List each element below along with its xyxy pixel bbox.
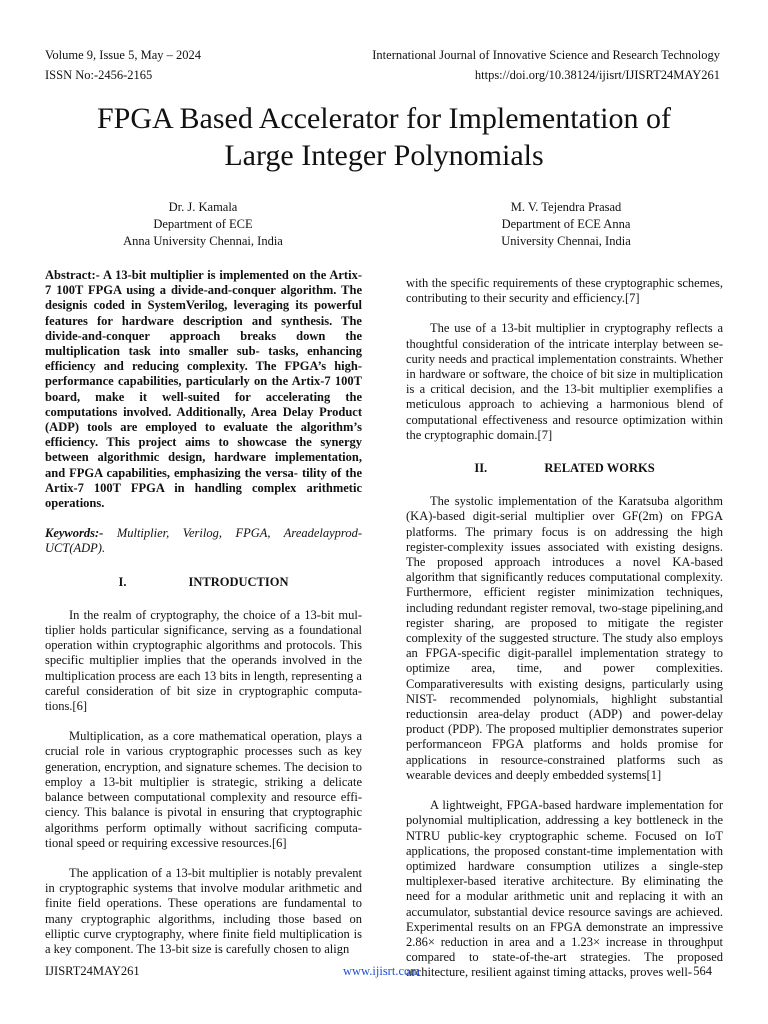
section-heading-introduction (45, 575, 362, 590)
doi-link[interactable]: https://doi.org/10.38124/ijisrt/IJISRT24MAY261 (474, 68, 720, 82)
right-column (406, 276, 723, 981)
keywords-label: Keywords:- (45, 526, 104, 541)
author-dept: Department of ECE Anna (501, 217, 631, 231)
volume-info: Volume 9, Issue 5, May – 2024 (45, 48, 202, 62)
issn: ISSN No:-2456-2165 (45, 68, 153, 82)
author-name: M. V. Tejendra Prasad (510, 200, 622, 214)
related-paragraph-1: The systolic implementation of the Karatsuba algorithm (KA)-based digit-serial multiplier over GF(2m) on FPGA platforms. The primary focus is on addressing the high register-complexity issues associated with existing designs. The proposed approach introduces a novel KA-based algorithm that significantly reduces computational complexity. Furthermore, efficient register minimization techniques, including redundant register removal, two-stage pipelining,and register sharing, are proposed to mitigate the register complexity of the suggested structure. The study also employs an FPGA-specific digit-parallel implementation strategy to optimize area, time, and power complexities. Comparativeresults with existing designs, particularly using NIST- recommended polynomials, highlight substantial reductionsin area-delay product (ADP) and power-delay product (PDP). The proposed multiplier demonstrates superior performanceon FPGA platforms and holds promise for applications in resource-constrained platforms such as wearable devices and deeply embedded systems[1] (406, 494, 723, 782)
section-title: RELATED WORKS (544, 461, 655, 476)
title-line-1: FPGA Based Accelerator for Implementation of (96, 102, 671, 135)
intro-paragraph-3: The application of a 13-bit multiplier is notably prevalent in cryptographic systems that involve modular arithmetic and finite field operations. These operations are fundamental to many cryptographic algorithms, including those based on elliptic curve cryptography, where finite field multiplication is a key component. The 13-bit size is carefully chosen to align (45, 865, 362, 956)
intro-paragraph-2: Multiplication, as a core mathematical operation, plays a crucial role in various cryptographic processes such as key generation, encryption, and signature schemes. The decision to employ a 13-bit multiplier is strategic, striking a delicate balance between computational complexity and resource effi- ciency. This balance is pivotal in ensuring that cryptographic algorithms perform optimally without sacrificing computa- tional speed or requiring excessive resources.[6] (45, 729, 362, 850)
author-2 (478, 199, 654, 250)
author-name: Dr. J. Kamala (168, 200, 238, 214)
abstract: Abstract:- A 13-bit multiplier is implemented on the Artix-7 100T FPGA using a divide-and-conquer algorithm. The designis coded in SystemVerilog, leveraging its powerful features for hardware description and synthesis. The divide-and-conquer approach breaks down the multiplication task into smaller sub- tasks, enhancing efficiency and reducing complexity. The FPGA’s high-performance capabilities, particularly on the Artix-7 100T board, make it well-suited for accelerating the computations involved. Additionally, Area Delay Product (ADP) tools are employed to evaluate the algorithm’s efficiency. This project aims to showcase the synergy between algorithmic design, hardware implementation, and FPGA capabilities, emphasizing the versa- tility of the Artix-7 100T FPGA in handling complex arithmetic operations. (45, 268, 362, 511)
author-1 (100, 199, 306, 250)
related-paragraph-2: A lightweight, FPGA-based hardware implementation for polynomial multiplication, addressing a key bottleneck in the NTRU public-key cryptographic scheme. Focused on IoT applications, the proposed constant-time implementation with optimized hardware consumption utilizes a single-step multiplexer-based iterative architecture. By eliminating the need for a modular arithmetic unit and replacing it with an accumulator, substantial device resource savings are achieved. Experimental results on an FPGA demonstrate an impressive 2.86× reduction in area and a 1.23× increase in throughput compared to state-of-the-art strategies. The proposed architecture, resilient against timing attacks, proves well- (406, 798, 723, 980)
title-line-2: Large Integer Polynomials (224, 139, 544, 172)
section-number: II. (474, 461, 488, 476)
right-paragraph-1: with the specific requirements of these cryptographic schemes, contributing to their security and efficiency.[7] (406, 276, 723, 306)
page-number: 564 (693, 964, 712, 978)
journal-name: International Journal of Innovative Science and Research Technology (372, 48, 720, 62)
paper-title (0, 100, 768, 174)
author-affiliation: Anna University Chennai, India (123, 234, 283, 248)
right-paragraph-2: The use of a 13-bit multiplier in cryptography reflects a thoughtful consideration of the intricate interplay between se- curity needs and practical implementation constraints. Whether in hardware or software, the choice of bit size in multiplication is a critical decision, and the 13-bit multiplier exemplifies a meticulous approach to achieving a harmonious blend of computational effectiveness and resource optimization within the cryptographic domain.[7] (406, 321, 723, 442)
left-column (45, 268, 362, 957)
author-dept: Department of ECE (153, 217, 253, 231)
keywords (45, 526, 362, 556)
keywords-text: Multiplier, Verilog, FPGA, Areadelayprod- UCT(ADP). (45, 526, 362, 556)
section-title: INTRODUCTION (188, 574, 289, 589)
author-affiliation: University Chennai, India (501, 234, 631, 248)
section-number: I. (118, 574, 127, 589)
footer-paper-id: IJISRT24MAY261 (45, 964, 140, 978)
footer-website-link[interactable]: www.ijisrt.com (343, 964, 420, 978)
section-heading-related-works (406, 461, 723, 476)
intro-paragraph-1: In the realm of cryptography, the choice of a 13-bit mul- tiplier holds particular significance, serving as a foundational operation within cryptographic algorithms and protocols. This specific multiplier implies that the operands involved in the multiplication process are each 13 bits in length, representing a careful consideration of bit size in cryptographic computa- tions.[6] (45, 607, 362, 714)
